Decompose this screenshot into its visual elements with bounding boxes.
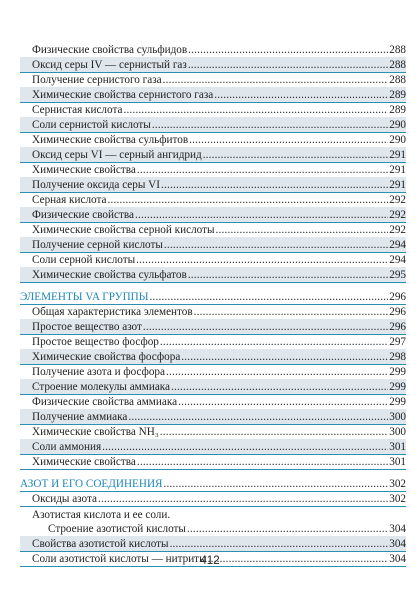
toc-entry-title: Простое вещество фосфор — [32, 336, 159, 348]
toc-section-heading — [20, 289, 406, 305]
dot-leader — [160, 426, 389, 439]
toc-entry-page: 302 — [389, 493, 406, 505]
toc-section-heading — [20, 476, 406, 492]
dot-leader — [216, 224, 389, 237]
toc-entry — [20, 192, 406, 208]
toc-entry-title: Соли сернистой кислоты — [32, 119, 151, 131]
toc-entry-page: 295 — [389, 269, 406, 281]
toc-entry — [20, 454, 406, 470]
toc-entry-title: Химические свойства — [32, 164, 136, 176]
toc-entry-page: 294 — [389, 239, 406, 251]
toc-entry-title: Химические свойства сульфитов — [32, 134, 189, 146]
dot-leader — [150, 291, 389, 304]
toc-entry-page: 299 — [389, 366, 406, 378]
toc-entry-title: Химические свойства сернистого газа — [32, 89, 214, 101]
toc-entry — [20, 132, 406, 148]
toc-entry-title: Химические свойства фосфора — [32, 351, 181, 363]
toc-entry-page: 292 — [389, 194, 406, 206]
dot-leader — [188, 44, 388, 57]
toc-entry-page: 304 — [389, 538, 406, 550]
toc-entry — [20, 334, 406, 350]
dot-leader — [194, 306, 389, 319]
toc-entry — [20, 162, 406, 178]
toc-entry-page: 291 — [389, 149, 406, 161]
toc-entry-page: 288 — [389, 44, 406, 56]
toc-entry-page: 290 — [389, 119, 406, 131]
dot-leader — [189, 134, 388, 147]
toc-entry-title: Соли азотистой кислоты — нитриты — [32, 553, 207, 565]
toc-entry — [20, 42, 406, 58]
toc-entry-page: 301 — [389, 456, 406, 468]
toc-entry-title: ЭЛЕМЕНТЫ VA ГРУППЫ — [20, 291, 149, 303]
dot-leader — [166, 366, 388, 379]
toc-entry-page: 300 — [389, 411, 406, 423]
toc-entry — [20, 394, 406, 410]
dot-leader — [128, 411, 388, 424]
toc-entry-title: Получение сернистого газа — [32, 74, 162, 86]
toc-entry — [20, 319, 406, 335]
dot-leader — [214, 89, 388, 102]
toc-entry-page: 300 — [389, 426, 406, 438]
toc-entry-page: 304 — [389, 553, 406, 565]
toc-entry-title: Соли аммония — [32, 441, 102, 453]
toc-entry-page: 298 — [389, 351, 406, 363]
dot-leader — [164, 239, 388, 252]
toc-entry — [20, 379, 406, 395]
toc-entry — [20, 87, 406, 103]
dot-leader — [187, 523, 388, 536]
toc-entry-page: 301 — [389, 441, 406, 453]
toc-entry-title: Получение аммиака — [32, 411, 128, 423]
toc-entry-title: Сернистая кислота — [32, 104, 123, 116]
toc-entry-title: Азотистая кислота и ее соли. — [32, 509, 171, 521]
dot-leader — [161, 179, 388, 192]
toc-entry-title: Получение серной кислоты — [32, 239, 163, 251]
toc-entry-title: Физические свойства сульфидов — [32, 44, 188, 56]
toc-entry-page: 288 — [389, 59, 406, 71]
toc-entry-title: Серная кислота — [32, 194, 107, 206]
toc-entry-page: 299 — [389, 381, 406, 393]
toc-entry-title: Свойства азотистой кислоты — [32, 538, 169, 550]
toc-entry-title: Строение азотистой кислоты — [48, 523, 186, 535]
toc-entry-title: АЗОТ И ЕГО СОЕДИНЕНИЯ — [20, 478, 163, 490]
toc-entry — [20, 207, 406, 223]
toc-entry-title: Общая характеристика элементов — [32, 306, 193, 318]
dot-leader — [107, 194, 388, 207]
toc-entry-page: 302 — [389, 478, 406, 490]
toc-entry — [20, 409, 406, 425]
toc-entry — [20, 237, 406, 253]
toc-entry — [20, 267, 406, 283]
toc-entry — [20, 102, 406, 118]
toc-entry — [20, 506, 406, 522]
dot-leader — [178, 396, 388, 409]
toc-entry — [20, 491, 406, 507]
toc-entry — [20, 304, 406, 320]
toc-entry — [20, 252, 406, 268]
dot-leader — [102, 441, 388, 454]
toc-entry — [20, 147, 406, 163]
toc-entry — [20, 349, 406, 365]
toc-entry-title: Физические свойства аммиака — [32, 396, 178, 408]
toc-entry — [20, 57, 406, 73]
toc-entry-page: 290 — [389, 134, 406, 146]
dot-leader — [98, 493, 388, 506]
toc-entry-title: Химические свойства серной кислоты — [32, 224, 215, 236]
toc-entry-page: 288 — [389, 74, 406, 86]
toc-entry — [20, 424, 406, 440]
dot-leader — [123, 104, 388, 117]
toc-entry-page: 291 — [389, 164, 406, 176]
toc-entry-title: Простое вещество азот — [32, 321, 142, 333]
toc-entry — [20, 177, 406, 193]
toc-entry-page: 304 — [389, 523, 406, 535]
dot-leader — [188, 59, 388, 72]
toc-entry — [20, 117, 406, 133]
toc-entry-title: Химические свойства NH₃ — [32, 426, 159, 438]
toc-entry-title: Химические свойства — [32, 456, 136, 468]
dot-leader — [152, 119, 388, 132]
toc-entry-title: Оксид серы VI — серный ангидрид — [32, 149, 202, 161]
dot-leader — [137, 456, 388, 469]
toc-entry — [20, 72, 406, 88]
toc-entry-page: 292 — [389, 224, 406, 236]
dot-leader — [135, 209, 388, 222]
toc-entry — [20, 536, 406, 552]
toc-entry-title: Получение оксида серы VI — [32, 179, 160, 191]
toc-entry-page: 294 — [389, 254, 406, 266]
toc-entry — [20, 364, 406, 380]
dot-leader — [203, 149, 389, 162]
dot-leader — [143, 321, 388, 334]
dot-leader — [188, 269, 388, 282]
dot-leader — [170, 538, 389, 551]
dot-leader — [164, 478, 389, 491]
page-number: 412 — [200, 555, 220, 567]
toc-entry-page: 289 — [389, 89, 406, 101]
toc-entry — [20, 439, 406, 455]
toc-entry-page: 296 — [389, 306, 406, 318]
toc-entry-title: Строение молекулы аммиака — [32, 381, 171, 393]
toc-entry — [20, 521, 406, 537]
toc-entry-page: 297 — [389, 336, 406, 348]
dot-leader — [137, 164, 388, 177]
toc-entry-title: Оксид серы IV — сернистый газ — [32, 59, 187, 71]
dot-leader — [136, 254, 388, 267]
dot-leader — [181, 351, 388, 364]
toc-entry-page: 289 — [389, 104, 406, 116]
toc-entry-title: Соли серной кислоты — [32, 254, 136, 266]
toc-entry-title: Физические свойства — [32, 209, 134, 221]
toc-entry-page: 296 — [389, 291, 406, 303]
toc-entry-page: 292 — [389, 209, 406, 221]
toc-entry — [20, 222, 406, 238]
toc-entry-title: Получение азота и фосфора — [32, 366, 165, 378]
dot-leader — [163, 74, 389, 87]
toc-entry-page: 291 — [389, 179, 406, 191]
dot-leader — [171, 381, 388, 394]
toc-entry-page: 296 — [389, 321, 406, 333]
dot-leader — [160, 336, 388, 349]
toc-entry-page: 299 — [389, 396, 406, 408]
toc-entry-title: Оксиды азота — [32, 493, 97, 505]
toc-entry-title: Химические свойства сульфатов — [32, 269, 187, 281]
